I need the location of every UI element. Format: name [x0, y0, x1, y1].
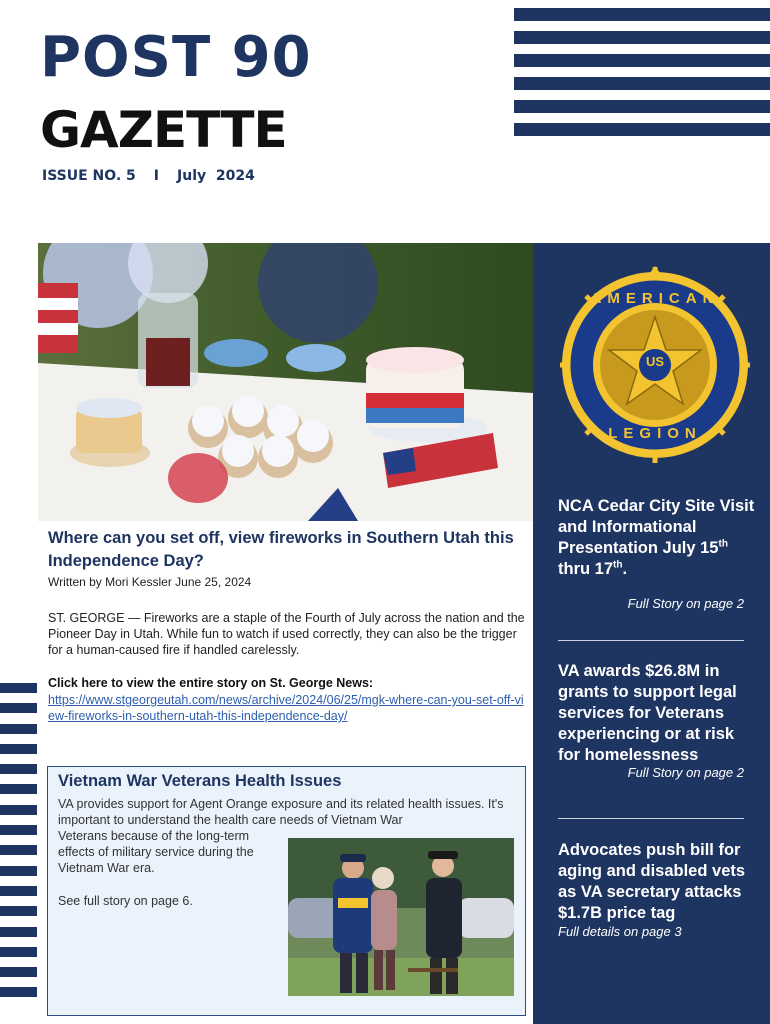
- veterans-photo: [288, 838, 514, 996]
- vietnam-box-see-more: See full story on page 6.: [58, 894, 193, 908]
- main-story-headline: Where can you set off, view fireworks in Southern Utah this Independence Day?: [48, 529, 514, 570]
- emblem-top-text: AMERICAN: [590, 290, 720, 307]
- sup-th-1: th: [718, 538, 728, 550]
- sup-th-2: th: [613, 559, 623, 571]
- emblem-bottom-text: LEGION: [608, 425, 702, 442]
- sidebar-item1-headline: NCA Cedar City Site Visit and Informational Presentation July 15th thru 17th.: [558, 497, 755, 578]
- vietnam-box-body-2: Veterans because of the long-term effects of military service during the Vietnam War era.: [58, 829, 254, 875]
- sidebar-item1-note: Full Story on page 2: [627, 596, 744, 611]
- sidebar-divider-1: [558, 640, 744, 641]
- masthead-title-line2: GAZETTE: [40, 101, 287, 159]
- issue-separator: I: [153, 168, 160, 184]
- sidebar-divider-2: [558, 818, 744, 819]
- vietnam-box-body-1: VA provides support for Agent Orange exposure and its related health issues. It's important to understand the health care needs of Vietnam War: [58, 797, 504, 827]
- main-story-byline: Written by Mori Kessler June 25, 2024: [48, 575, 252, 589]
- masthead-title-line1: POST 90: [40, 25, 312, 90]
- issue-number: ISSUE NO. 5: [42, 168, 136, 184]
- vietnam-box-title: Vietnam War Veterans Health Issues: [58, 772, 342, 790]
- main-story-link[interactable]: https://www.stgeorgeutah.com/news/archive/2024/06/25/mgk-where-can-you-set-off-view-fireworks-in-southern-utah-this-independence-day/: [48, 693, 524, 723]
- main-story-cta: Click here to view the entire story on St. George News:: [48, 676, 374, 690]
- decorative-stripes-left: [0, 683, 37, 1008]
- sidebar-item2-note: Full Story on page 2: [627, 765, 744, 780]
- sidebar-item3-note: Full details on page 3: [558, 924, 682, 939]
- emblem-center-text: US: [645, 354, 665, 369]
- issue-date: July 2024: [177, 168, 255, 184]
- issue-info: [42, 168, 255, 184]
- decorative-stripes-top: [514, 8, 770, 146]
- main-story-body: ST. GEORGE — Fireworks are a staple of the Fourth of July across the nation and the Pioneer Day in Utah. While fun to watch if used correctly, they can also be the trigger for a human-caused fire if handled carelessly.: [48, 611, 525, 657]
- sidebar-item3-headline: Advocates push bill for aging and disabled vets as VA secretary attacks $1.7B price tag: [558, 841, 746, 922]
- fourth-of-july-desserts-photo: [38, 243, 533, 521]
- sidebar-item2-headline: VA awards $26.8M in grants to support legal services for Veterans experiencing or at risk for homelessness: [558, 662, 737, 764]
